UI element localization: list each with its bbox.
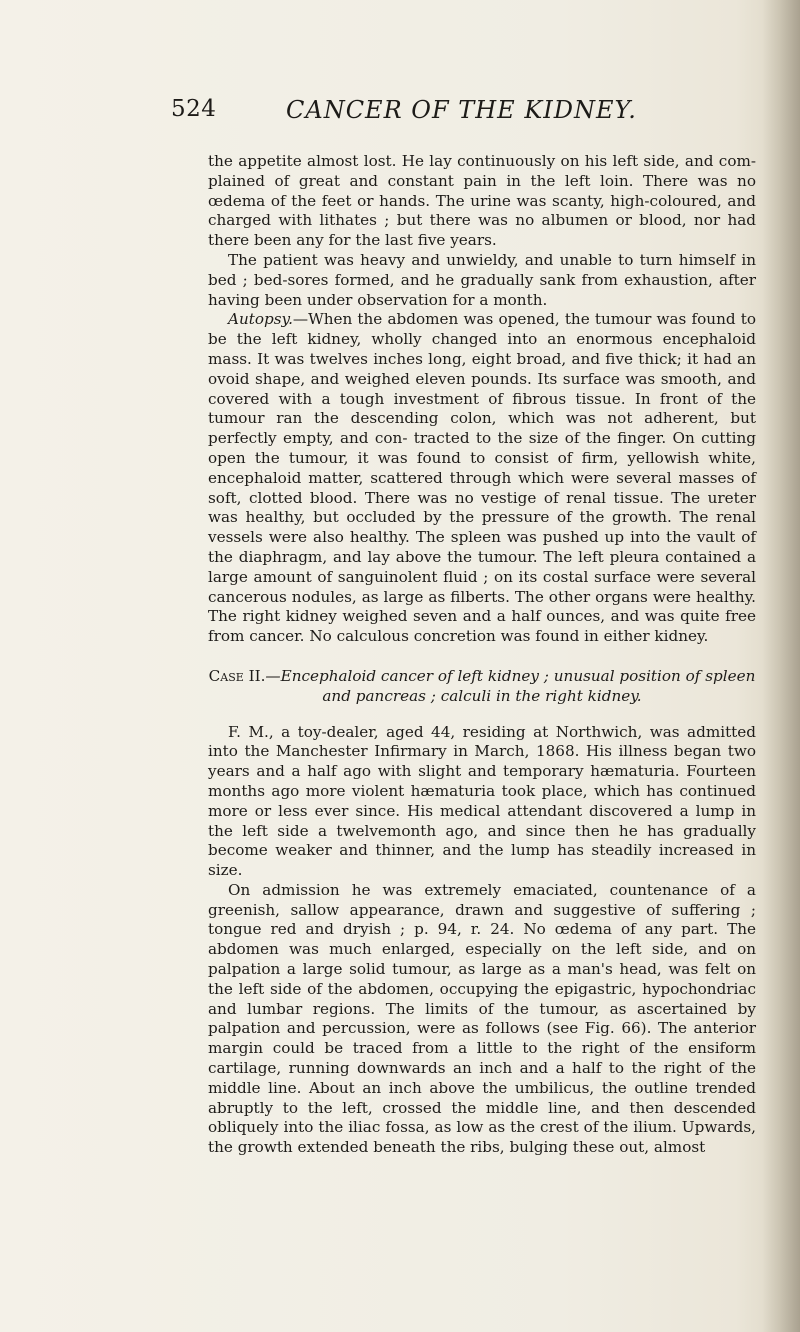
autopsy-label: Autopsy. [228,310,293,329]
page-header [0,96,800,136]
case-label: Case II. [208,666,266,685]
page-edge-shadow [762,0,800,1332]
paragraph-appetite: the appetite almost lost. He lay continuously on his left side, and com- plained of great and constant pain in the left loin. There was no œdema of the feet or hands. The urine was scanty, high-coloured, and charged with lithates ; but there was no albumen or blood, nor had there been any for the last five years. [208,152,756,250]
page-number: 524 [171,96,217,122]
paragraph-history: F. M., a toy-dealer, aged 44, residing at Northwich, was admitted into the Manchester Infirmary in March, 1868. His illness began two years and a half ago with slight and temporary hæmaturia. Fourteen months ago more violent hæmaturia took place, which has continued more or less ever since. His medical attendant discovered a lump in the left side a twelvemonth ago, and since then he has gradually become weaker and thinner, and the lump has steadily increased in size. [208,722,756,880]
paragraph-patient: The patient was heavy and unwieldy, and unable to turn himself in bed ; bed-sores formed, and he gradually sank from exhaustion, after having been under observation for a month. [208,250,756,309]
paragraph-autopsy [208,310,756,647]
body-text [208,152,756,1158]
case-gap [208,707,756,723]
case-heading [208,667,756,707]
case-description: —Encephaloid cancer of left kidney ; unusual position of spleen and pancreas ; calculi in the right kidney. [265,666,756,705]
section-gap [208,647,756,667]
running-title: CANCER OF THE KIDNEY. [286,96,637,124]
autopsy-text: —When the abdomen was opened, the tumour was found to be the left kidney, wholly changed into an enormous encephaloid mass. It was twelves inches long, eight broad, and five thick; it had an ovoid shape, and weighed eleven pounds. Its surface was smooth, and covered with a tough investment of fibrous tissue. In front of the tumour ran the descending colon, which was not adherent, but perfectly empty, and con- tracted to the size of the finger. On cutting open the tumour, it was found to consist of firm, yellowish white, encephaloid matter, scattered through which were several masses of soft, clotted blood. There was no vestige of renal tissue. The ureter was healthy, but occluded by the pressure of the growth. The renal vessels were also healthy. The spleen was pushed up into the vault of the diaphragm, and lay above the tumour. The left pleura contained a large amount of sanguinolent fluid ; on its costal surface were several cancerous nodules, as large as filberts. The other organs were healthy. The right kidney weighed seven and a half ounces, and was quite free from cancer. No calculous concretion was found in either kidney. [208,310,756,646]
paragraph-admission: On admission he was extremely emaciated, countenance of a greenish, sallow appearance, drawn and suggestive of suffering ; tongue red and dryish ; p. 94, r. 24. No œdema of any part. The abdomen was much enlarged, especially on the left side, and on palpation a large solid tumour, as large as a man's head, was felt on the left side of the abdomen, occupying the epigastric, hypochondriac and lumbar regions. The limits of the tumour, as ascertained by palpation and percussion, were as follows (see Fig. 66). The anterior margin could be traced from a little to the right of the ensiform cartilage, running downwards an inch and a half to the right of the middle line. About an inch above the umbilicus, the outline trended abruptly to the left, crossed the middle line, and then descended obliquely into the iliac fossa, as low as the crest of the ilium. Upwards, the growth extended beneath the ribs, bulging these out, almost [208,880,756,1157]
